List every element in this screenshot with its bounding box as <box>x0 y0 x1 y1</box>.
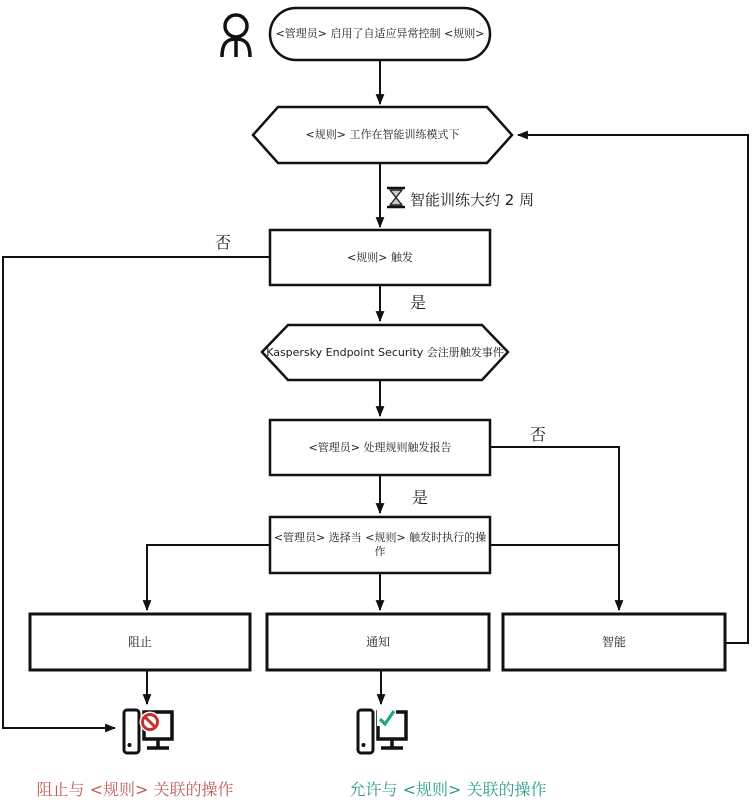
edge-choose-to-block <box>147 545 270 610</box>
hourglass-icon <box>387 188 405 207</box>
process-report-label: <管理员> 处理规则触发报告 <box>308 440 452 454</box>
action-block-label: 阻止 <box>127 634 152 649</box>
outcome-blocked-label: 阻止与 <规则> 关联的操作 <box>36 780 234 799</box>
checkmark-icon <box>377 709 396 726</box>
trigger-yes-label: 是 <box>409 292 426 312</box>
report-yes-label: 是 <box>411 487 428 507</box>
action-smart-label: 智能 <box>601 634 626 649</box>
rule-trigger-label: <规则> 触发 <box>347 250 413 264</box>
computer-blocked-icon <box>124 710 172 753</box>
outcome-allowed-label: 允许与 <规则> 关联的操作 <box>349 780 547 799</box>
action-notify-label: 通知 <box>365 634 390 649</box>
start-node-label: <管理员> 启用了自适应异常控制 <规则> <box>275 27 485 41</box>
trigger-no-label: 否 <box>214 232 231 252</box>
edge-report-no <box>490 447 619 610</box>
training-mode-label: <规则> 工作在智能训练模式下 <box>305 128 460 142</box>
register-event-label: Kaspersky Endpoint Security 会注册触发事件 <box>266 345 504 359</box>
report-no-label: 否 <box>529 424 546 444</box>
choose-action-label: <管理员> 选择当 <规则> 触发时执行的操作 <box>273 531 487 558</box>
person-icon <box>222 15 250 57</box>
edge-smart-loop-back <box>518 135 748 643</box>
computer-allowed-icon <box>358 709 406 753</box>
training-duration-label: 智能训练大约 2 周 <box>410 191 535 209</box>
prohibition-icon <box>140 712 161 733</box>
